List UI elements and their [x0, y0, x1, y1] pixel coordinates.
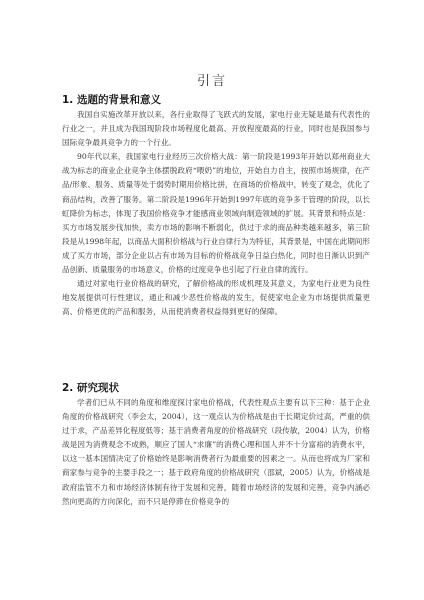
section-body-background [62, 108, 370, 319]
paragraph: 90年代以来，我国家电行业经历三次价格大战：第一阶段是1993年开始以郑州商业大战为标志的商业企业竞争主体摆脱政府“喂奶”的地位，开始自力自主，按照市场规律，在产品/形象、服务、质量等处于弱势时期用价格比拼，在商场的价格战中，转变了观念，优化了商品结构，改善了服务。第二阶段是1996年开始到1997年底的竞争多于管理的阶段，以长虹降价为标志，体现了我国价格竞争才能感商业领域向制造领域的扩展。其背景和特点是：买方市场发展步伐加快，卖方市场的影响不断弱化，供过于求的商品种类越来越多，第三阶段是从1998年起，以商品大面积价格战与行业自律行为为特征，其背景是，中国在此期间形成了买方市场，部分企业以占有市场为目标的价格战竞争日益白热化，同时也日渐认识到产品创新、质量服务的市场意义，价格的过度竞争也引起了行业自律的流行。 [62, 152, 370, 275]
paragraph: 我国自实施改革开放以来，各行业取得了飞跃式的发展，家电行业无疑是最有代表性的行业之一，并且成为我国现阶段市场程度化最高、开放程度最高的行业，同时也是我国参与国际竞争最具竞争力的一个行业。 [62, 110, 370, 148]
paragraph: 学者们已从不同的角度和维度探讨家电价格战，代表性观点主要有以下三种：基于企业角度的价格战研究（李会太，2004），这一观点认为价格战是由于长期定价过高，严重的供过于求，产品差异化程度低等；基于消费者角度的价格战研究（段传敏，2004）认为，价格战是因为消费观念不成熟，顺应了国人“求廉”的消费心理和国人并不十分富裕的消费水平，以这一基本国情决定了价格始终是影响消费者行为最重要的因素之一。从而也将成为厂家和商家参与竞争的主要手段之一；基于政府角度的价格战研究（邵斌，2005）认为，价格战是政府监管不力和市场经济体制有待于发展和完善，随着市场经济的发展和完善，竞争内涵必然向更高的方向深化，而不只是停滞在价格竞争的 [62, 398, 370, 506]
section-heading-status: 2. 研究现状 [62, 382, 119, 394]
paragraph: 通过对家电行业价格战的研究，了解价格战的形成机理及其意义，为家电行业更为良性地发展提供可行性建议，通止和减少恶性价格战的发生，促使家电企业为市场提供质量更高、价格更优的产品和服务，从而使消费者权益得到更好的保障。 [62, 279, 370, 317]
document-title: 引言 [196, 74, 227, 89]
section-body-status [62, 396, 370, 509]
section-heading-background: 1. 选题的背景和意义 [62, 94, 161, 106]
